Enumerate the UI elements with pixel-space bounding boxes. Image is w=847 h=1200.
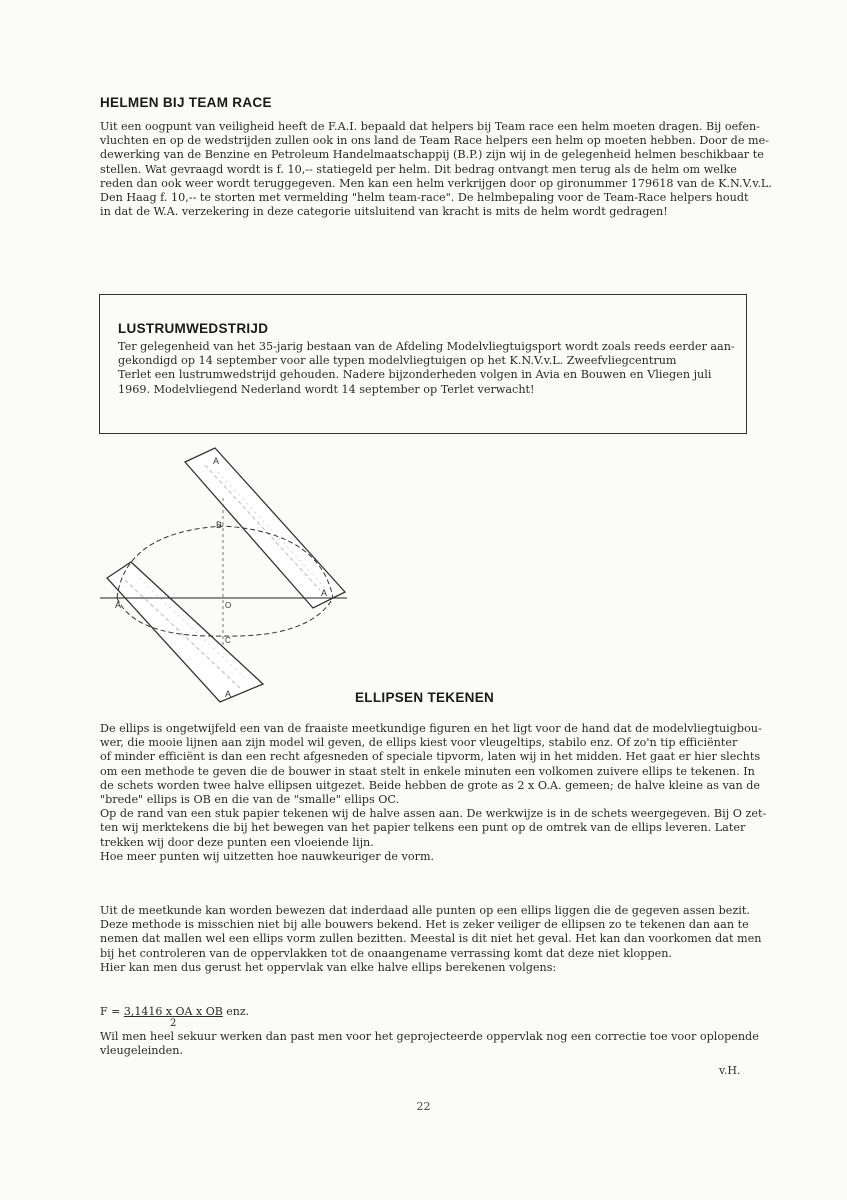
lustrum-heading: LUSTRUMWEDSTRIJD	[118, 321, 269, 336]
label-a-bottom: A	[225, 689, 232, 699]
helmen-paragraph	[100, 120, 772, 219]
text-line: Uit een oogpunt van veiligheid heeft de F.A.I. bepaald dat helpers bij Team race een helm moeten dragen. Bij oefen-	[100, 120, 760, 133]
page-number: 22	[416, 1100, 431, 1113]
label-c: C	[225, 636, 231, 645]
text-line: gekondigd op 14 september voor alle typen modelvliegtuigen op het K.N.V.v.L. Zweefvliegcentrum	[118, 354, 677, 368]
lustrum-paragraph	[118, 340, 735, 397]
text-line: reden dan ook weer wordt teruggegeven. Men kan een helm verkrijgen door op gironummer 179618 van de K.N.V.v.L.	[100, 176, 772, 190]
text-line: vleugeleinden.	[100, 1044, 184, 1058]
label-a-left: A	[115, 600, 122, 610]
formula-prefix: F =	[100, 1005, 124, 1018]
text-line: dewerking van de Benzine en Petroleum Handelmaatschappij (B.P.) zijn wij in de gelegenheid helmen beschikbaar te	[100, 148, 764, 162]
paper-strip-lower	[107, 562, 263, 702]
label-a-right: A	[321, 588, 328, 598]
area-formula	[100, 1005, 249, 1018]
ellipse-diagram	[95, 440, 355, 710]
text-line: 1969. Modelvliegend Nederland wordt 14 september op Terlet verwacht!	[118, 382, 535, 396]
text-line: Terlet een lustrumwedstrijd gehouden. Nadere bijzonderheden volgen in Avia en Bouwen en Vliegen juli	[118, 368, 712, 382]
text-line: trekken wij door deze punten een vloeiende lijn.	[100, 835, 374, 849]
text-line: Wil men heel sekuur werken dan past men voor het geprojecteerde oppervlak nog een correctie toe voor oplopende	[100, 1030, 759, 1043]
text-line: Ter gelegenheid van het 35-jarig bestaan van de Afdeling Modelvliegtuigsport wordt zoals reeds eerder aan-	[118, 340, 735, 353]
formula-suffix: enz.	[222, 1005, 250, 1018]
signature: v.H.	[719, 1064, 741, 1077]
text-line: in dat de W.A. verzekering in deze categorie uitsluitend van kracht is mits de helm wordt gedragen!	[100, 205, 668, 219]
label-o: O	[225, 601, 232, 610]
ellipsen-paragraph-1	[100, 722, 766, 864]
formula-denominator: 2	[170, 1018, 177, 1029]
text-line: of minder efficiënt is dan een recht afgesneden of speciale tipvorm, laten wij in het midden. Het gaat er hier slechts	[100, 750, 761, 764]
text-line: vluchten en op de wedstrijden zullen ook in ons land de Team Race helpers een helm op moeten hebben. Door de me-	[100, 134, 770, 148]
text-line: de schets worden twee halve ellipsen uitgezet. Beide hebben de grote as 2 x O.A. gemeen; de halve kleine as van de	[100, 778, 761, 792]
ellipsen-paragraph-3	[100, 1030, 759, 1058]
ellipsen-paragraph-2	[100, 904, 761, 975]
label-b: B	[216, 520, 223, 530]
text-line: "brede" ellips is OB en die van de "smalle" ellips OC.	[100, 793, 400, 807]
text-line: om een methode te geven die de bouwer in staat stelt in enkele minuten een volkomen zuivere ellips te tekenen. In	[100, 764, 755, 778]
text-line: Deze methode is misschien niet bij alle bouwers bekend. Het is zeker veiliger de ellipsen zo te tekenen dan aan te	[100, 918, 749, 932]
helmen-heading: HELMEN BIJ TEAM RACE	[100, 95, 272, 110]
text-line: ten wij merktekens die bij het bewegen van het papier telkens een punt op de omtrek van de ellips leveren. Later	[100, 821, 746, 835]
ellipsen-heading: ELLIPSEN TEKENEN	[355, 690, 495, 705]
text-line: stellen. Wat gevraagd wordt is f. 10,-- statiegeld per helm. Dit bedrag ontvangt men terug als de helm om welke	[100, 162, 737, 176]
text-line: De ellips is ongetwijfeld een van de fraaiste meetkundige figuren en het ligt voor de hand dat de modelvliegtuigbou-	[100, 722, 762, 735]
text-line: Hier kan men dus gerust het oppervlak van elke halve ellips berekenen volgens:	[100, 960, 557, 974]
text-line: wer, die mooie lijnen aan zijn model wil geven, de ellips kiest voor vleugeltips, stabilo enz. Of zo'n tip efficiënter	[100, 736, 738, 750]
text-line: bij het controleren van de oppervlakken tot de onaangename verrassing komt dat deze niet kloppen.	[100, 946, 672, 960]
text-line: nemen dat mallen wel een ellips vorm zullen bezitten. Meestal is dit niet het geval. Het kan dan voorkomen dat men	[100, 932, 762, 946]
text-line: Den Haag f. 10,-- te storten met vermelding "helm team-race". De helmbepaling voor de Team-Race helpers houdt	[100, 191, 749, 205]
text-line: Op de rand van een stuk papier tekenen wij de halve assen aan. De werkwijze is in de schets weergegeven. Bij O zet-	[100, 807, 767, 821]
label-a-top: A	[213, 456, 220, 466]
formula-numerator: 3,1416 x OA x OB	[123, 1005, 223, 1018]
paper-strip-upper	[185, 448, 345, 608]
text-line: Uit de meetkunde kan worden bewezen dat inderdaad alle punten op een ellips liggen die de gegeven assen bezit.	[100, 904, 750, 917]
text-line: Hoe meer punten wij uitzetten hoe nauwkeuriger de vorm.	[100, 849, 435, 863]
